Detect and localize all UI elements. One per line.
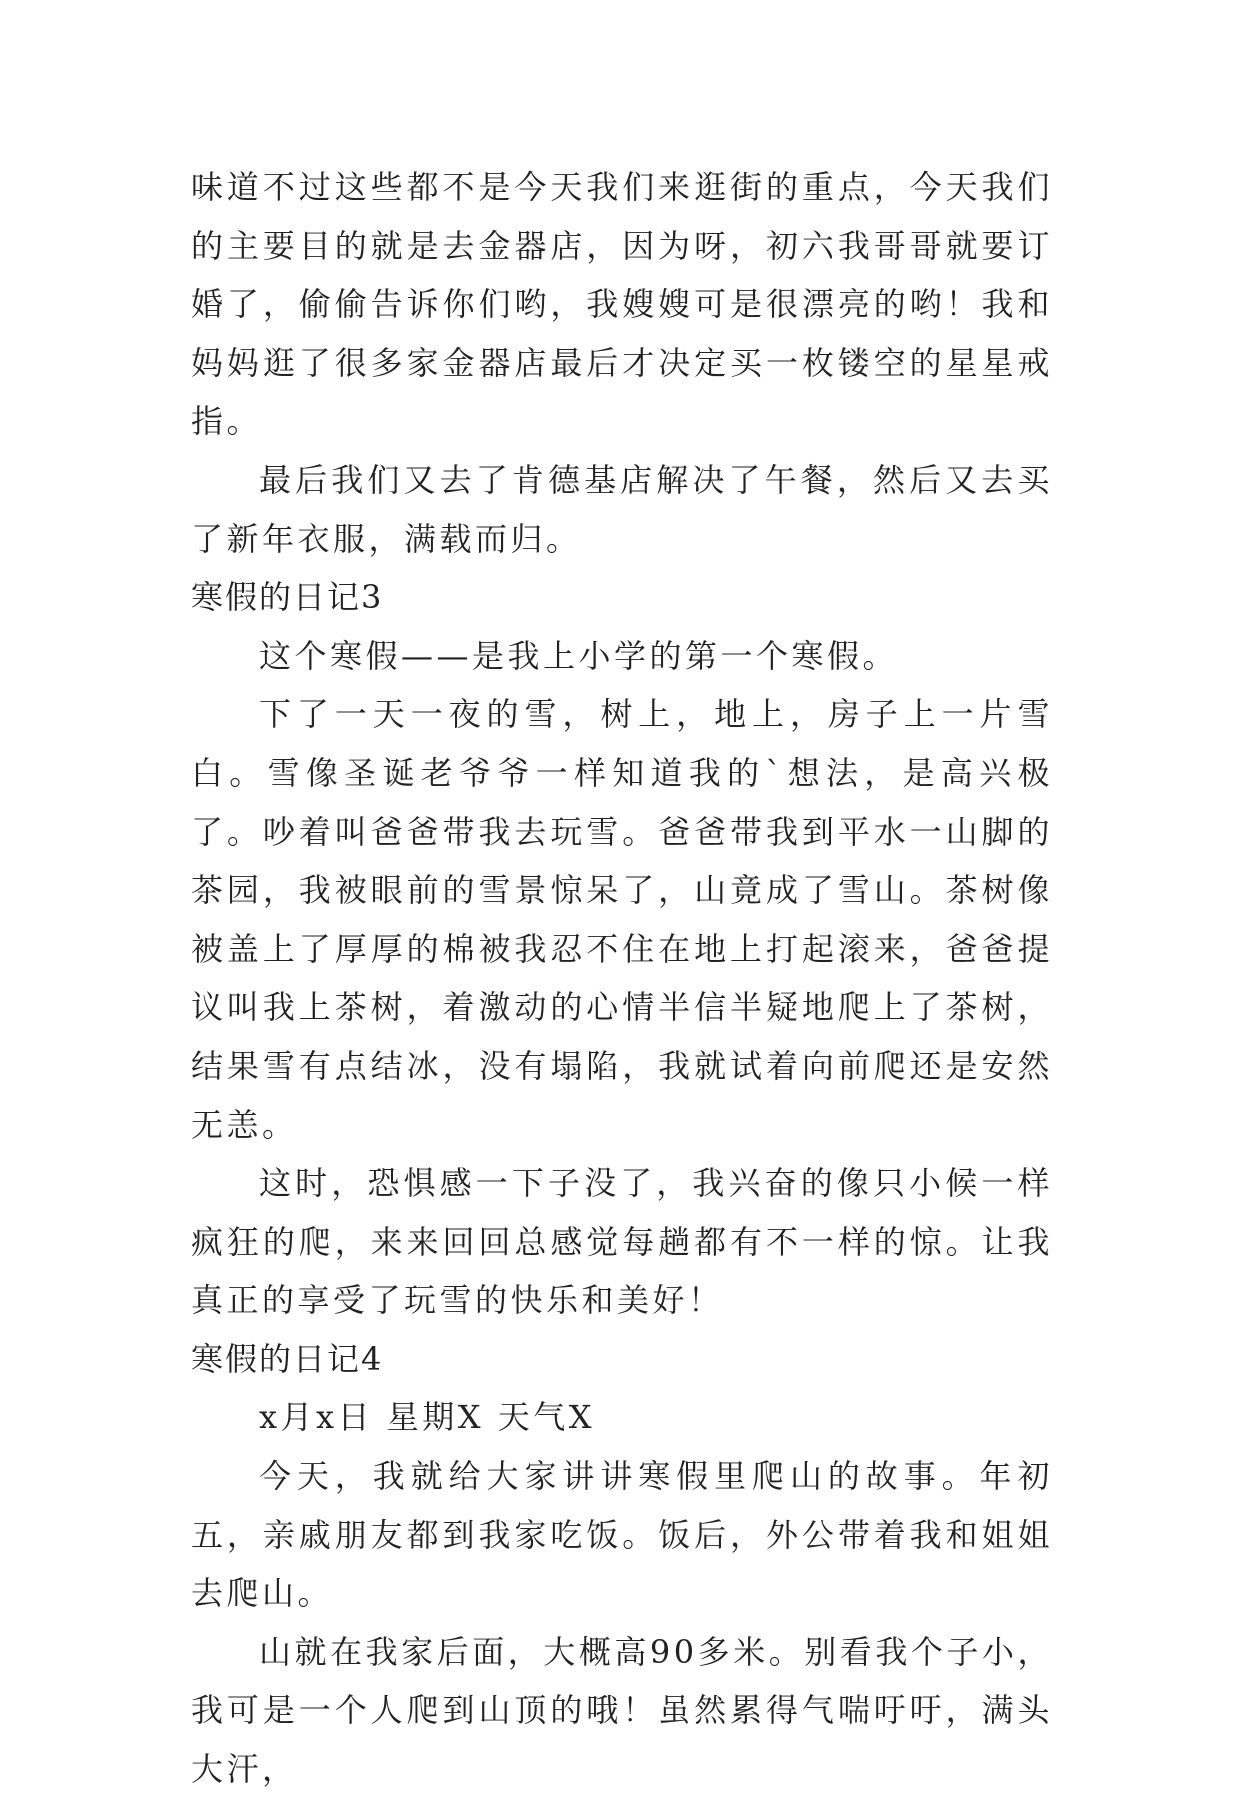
paragraph-body: 下了一天一夜的雪，树上，地上，房子上一片雪白。雪像圣诞老爷爷一样知道我的`想法，是高兴极了。吵着叫爸爸带我去玩雪。爸爸带我到平水一山脚的茶园，我被眼前的雪景惊呆了，山竟成了雪山。茶树像被盖上了厚厚的棉被我忍不住在地上打起滚来，爸爸提议叫我上茶树，着激动的心情半信半疑地爬上了茶树，结果雪有点结冰，没有塌陷，我就试着向前爬还是安然无恙。 — [191, 695, 1053, 1144]
paragraph-date-line: x月x日 星期X 天气X — [259, 1398, 596, 1437]
section-heading: 寒假的日记3 — [191, 578, 384, 617]
document-body — [191, 158, 1053, 1799]
paragraph-body: 今天，我就给大家讲讲寒假里爬山的故事。年初五，亲戚朋友都到我家吃饭。饭后，外公带着我和姐姐去爬山。 — [191, 1457, 1053, 1613]
paragraph-body: 山就在我家后面，大概高90多米。别看我个子小，我可是一个人爬到山顶的哦！虽然累得气喘吁吁，满头大汗， — [191, 1632, 1053, 1789]
paragraph-body: 味道不过这些都不是今天我们来逛街的重点，今天我们的主要目的就是去金器店，因为呀，初六我哥哥就要订婚了，偷偷告诉你们哟，我嫂嫂可是很漂亮的哟！我和妈妈逛了很多家金器店最后才决定买一枚镂空的星星戒指。 — [191, 168, 1053, 441]
paragraph-body: 这时，恐惧感一下子没了，我兴奋的像只小候一样疯狂的爬，来来回回总感觉每趟都有不一样的惊。让我真正的享受了玩雪的快乐和美好！ — [191, 1164, 1053, 1320]
paragraph-body: 这个寒假——是我上小学的第一个寒假。 — [259, 636, 899, 675]
section-heading: 寒假的日记4 — [191, 1339, 384, 1378]
paragraph-body: 最后我们又去了肯德基店解决了午餐，然后又去买了新年衣服，满载而归。 — [191, 460, 1053, 558]
